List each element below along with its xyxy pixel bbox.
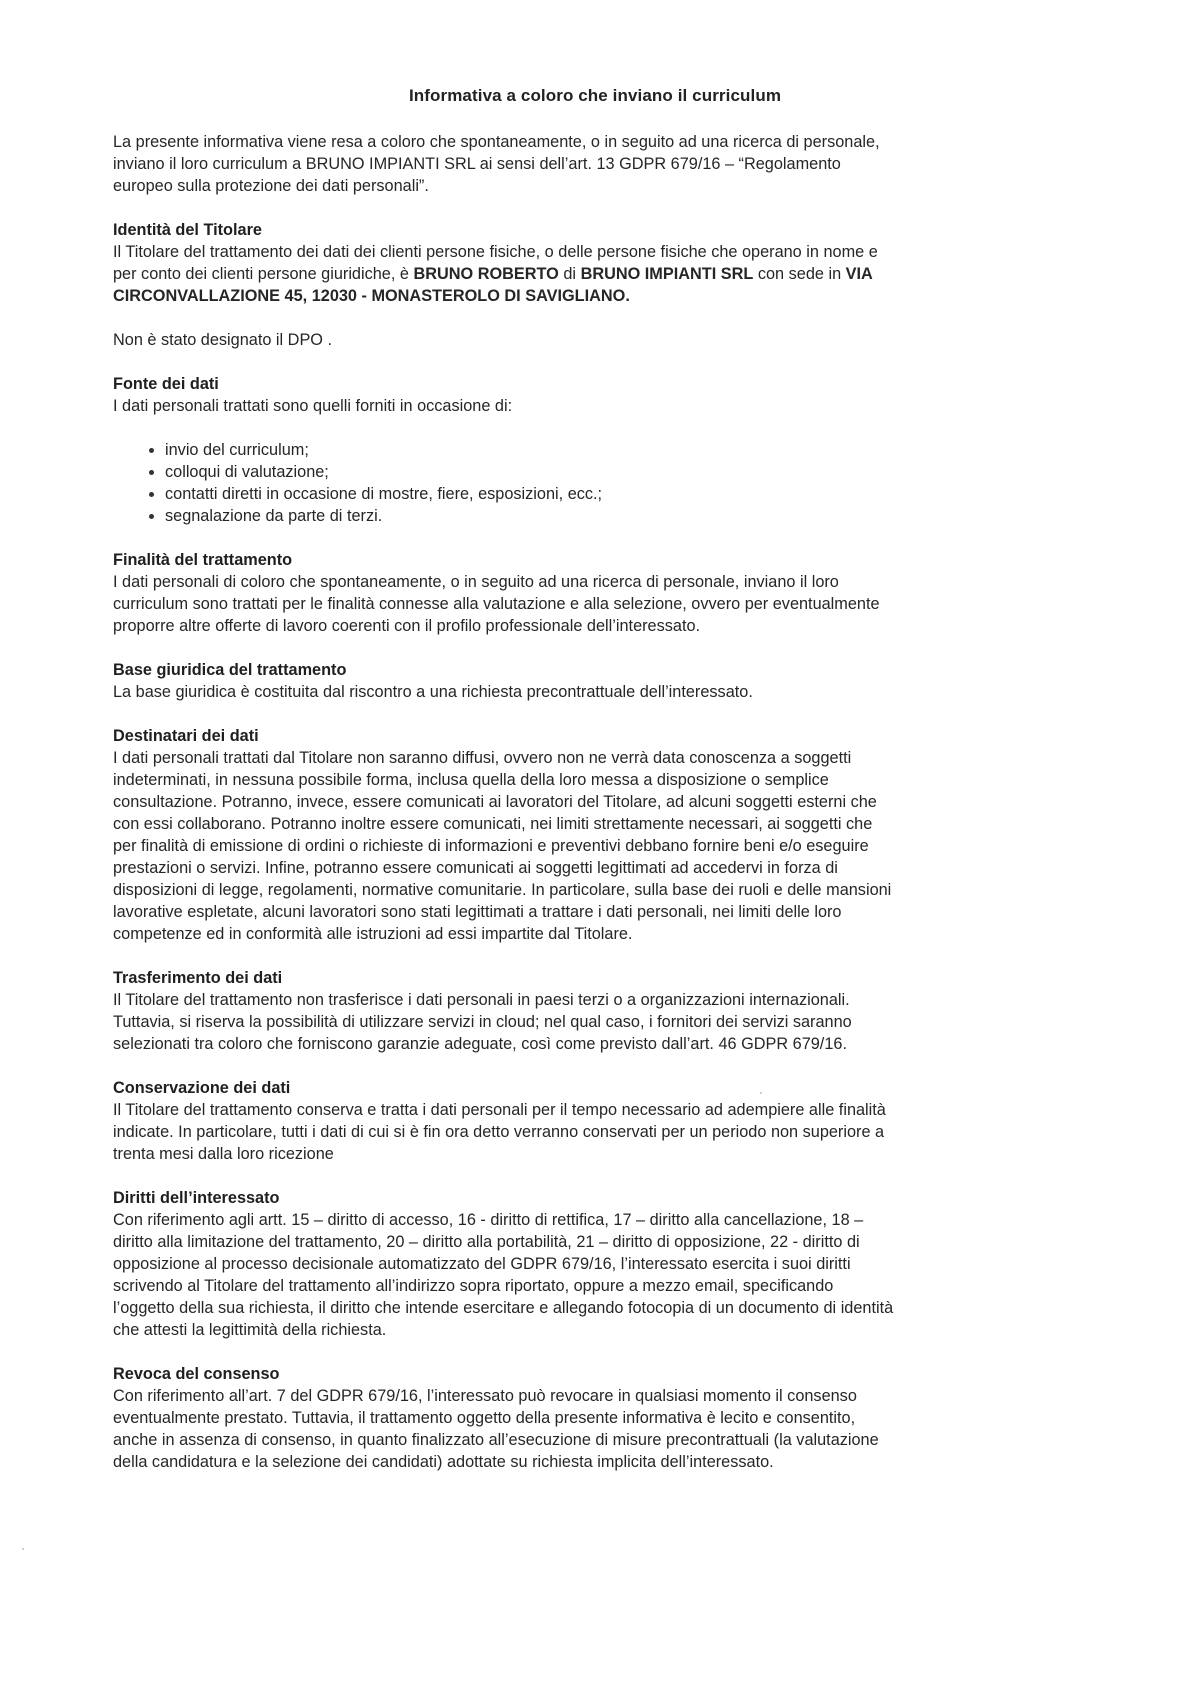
- owner-name: BRUNO ROBERTO: [413, 265, 559, 283]
- trasferimento-line: selezionati tra coloro che forniscono garanzie adeguate, così come previsto dall’art. 46 GDPR 679/16.: [113, 1035, 847, 1053]
- conservazione-line: trenta mesi dalla loro ricezione: [113, 1145, 334, 1163]
- document-body: [113, 131, 1033, 1473]
- scan-speck: [760, 1092, 762, 1094]
- document-title: Informativa a coloro che inviano il curriculum: [408, 86, 782, 105]
- conservazione-paragraph: [113, 1099, 1033, 1165]
- list-item: contatti diretti in occasione di mostre, fiere, esposizioni, ecc.;: [165, 483, 1033, 505]
- section-heading-conservazione: Conservazione dei dati: [113, 1079, 291, 1097]
- list-item: invio del curriculum;: [165, 439, 1033, 461]
- intro-line: europeo sulla protezione dei dati personali”.: [113, 177, 429, 195]
- revoca-line: anche in assenza di consenso, in quanto finalizzato all’esecuzione di misure precontrattuali (la valutazione: [113, 1431, 879, 1449]
- conservazione-line: Il Titolare del trattamento conserva e tratta i dati personali per il tempo necessario ad adempiere alle finalità: [113, 1101, 886, 1119]
- section-heading-destinatari: Destinatari dei dati: [113, 727, 259, 745]
- finalita-paragraph: [113, 571, 1033, 637]
- section-heading-diritti: Diritti dell’interessato: [113, 1189, 280, 1207]
- diritti-paragraph: [113, 1209, 1033, 1341]
- section-heading-fonte: Fonte dei dati: [113, 375, 219, 393]
- diritti-line: l’oggetto della sua richiesta, il diritto che intende esercitare e allegando fotocopia di un documento di identità: [113, 1299, 894, 1317]
- destinatari-line: per finalità di emissione di ordini o richieste di informazioni e preventivi debbano fornire beni e/o eseguire: [113, 837, 869, 855]
- identita-text: per conto dei clienti persone giuridiche, è: [113, 265, 414, 283]
- finalita-line: I dati personali di coloro che spontaneamente, o in seguito ad una ricerca di personale, inviano il loro: [113, 573, 839, 591]
- section-heading-identita: Identità del Titolare: [113, 221, 262, 239]
- destinatari-line: prestazioni o servizi. Infine, potranno essere comunicati ai soggetti legittimati ad accedervi in forza di: [113, 859, 838, 877]
- list-item: colloqui di valutazione;: [165, 461, 1033, 483]
- destinatari-line: competenze ed in conformità alle istruzioni ad essi impartite dal Titolare.: [113, 925, 633, 943]
- base-paragraph: [113, 681, 1033, 703]
- fonte-text: I dati personali trattati sono quelli forniti in occasione di:: [113, 397, 513, 415]
- revoca-line: della candidatura e la selezione dei candidati) adottate su richiesta implicita dell’interessato.: [113, 1453, 774, 1471]
- fonte-list: [113, 439, 1033, 527]
- list-item: segnalazione da parte di terzi.: [165, 505, 1033, 527]
- trasferimento-line: Tuttavia, si riserva la possibilità di utilizzare servizi in cloud; nel qual caso, i fornitori dei servizi saranno: [113, 1013, 852, 1031]
- destinatari-line: I dati personali trattati dal Titolare non saranno diffusi, ovvero non ne verrà data conoscenza a soggetti: [113, 749, 852, 767]
- base-line: La base giuridica è costituita dal riscontro a una richiesta precontrattuale dell’interessato.: [113, 683, 753, 701]
- section-heading-base: Base giuridica del trattamento: [113, 661, 347, 679]
- revoca-paragraph: [113, 1385, 1033, 1473]
- destinatari-line: consultazione. Potranno, invece, essere comunicati ai lavoratori del Titolare, ad alcuni soggetti esterni che: [113, 793, 877, 811]
- dpo-statement: Non è stato designato il DPO .: [113, 331, 333, 349]
- diritti-line: che attesti la legittimità della richiesta.: [113, 1321, 387, 1339]
- revoca-line: Con riferimento all’art. 7 del GDPR 679/16, l’interessato può revocare in qualsiasi momento il consenso: [113, 1387, 857, 1405]
- destinatari-line: lavorative espletate, alcuni lavoratori sono stati legittimati a trattare i dati personali, nei limiti delle loro: [113, 903, 842, 921]
- diritti-line: scrivendo al Titolare del trattamento all’indirizzo sopra riportato, oppure a mezzo email, specificando: [113, 1277, 834, 1295]
- revoca-line: eventualmente prestato. Tuttavia, il trattamento oggetto della presente informativa è lecito e consentito,: [113, 1409, 856, 1427]
- address-start: VIA: [845, 265, 873, 283]
- finalita-line: proporre altre offerte di lavoro coerenti con il profilo professionale dell’interessato.: [113, 617, 701, 635]
- destinatari-paragraph: [113, 747, 1033, 945]
- conservazione-line: indicate. In particolare, tutti i dati di cui si è fin ora detto verranno conservati per un periodo non superiore a: [113, 1123, 885, 1141]
- destinatari-line: con essi collaborano. Potranno inoltre essere comunicati, nei limiti strettamente necessari, ai soggetti che: [113, 815, 873, 833]
- section-heading-trasferimento: Trasferimento dei dati: [113, 969, 283, 987]
- section-heading-finalita: Finalità del trattamento: [113, 551, 293, 569]
- diritti-line: Con riferimento agli artt. 15 – diritto di accesso, 16 - diritto di rettifica, 17 – diritto alla cancellazione, 18 –: [113, 1211, 864, 1229]
- destinatari-line: indeterminati, in nessuna possibile forma, inclusa quella della loro messa a disposizione o semplice: [113, 771, 829, 789]
- scan-speck: [22, 1548, 24, 1550]
- identita-paragraph: [113, 241, 1033, 307]
- identita-line: [113, 263, 1033, 285]
- identita-text: con sede in: [753, 265, 846, 283]
- destinatari-line: disposizioni di legge, regolamenti, normative comunitarie. In particolare, sulla base dei ruoli e delle mansioni: [113, 881, 892, 899]
- trasferimento-line: Il Titolare del trattamento non trasferisce i dati personali in paesi terzi o a organizzazioni internazionali.: [113, 991, 850, 1009]
- identita-line: Il Titolare del trattamento dei dati dei clienti persone fisiche, o delle persone fisiche che operano in nome e: [113, 243, 878, 261]
- identita-text: di: [558, 265, 581, 283]
- section-heading-revoca: Revoca del consenso: [113, 1365, 280, 1383]
- company-address: CIRCONVALLAZIONE 45, 12030 - MONASTEROLO DI SAVIGLIANO.: [113, 287, 630, 305]
- trasferimento-paragraph: [113, 989, 1033, 1055]
- finalita-line: curriculum sono trattati per le finalità connesse alla valutazione e alla selezione, ovvero per eventualmente: [113, 595, 880, 613]
- intro-line: inviano il loro curriculum a BRUNO IMPIANTI SRL ai sensi dell’art. 13 GDPR 679/16 – “Regolamento: [113, 155, 841, 173]
- diritti-line: opposizione al processo decisionale automatizzato del GDPR 679/16, l’interessato esercita i suoi diritti: [113, 1255, 851, 1273]
- intro-line: La presente informativa viene resa a coloro che spontaneamente, o in seguito ad una ricerca di personale,: [113, 133, 880, 151]
- diritti-line: diritto alla limitazione del trattamento, 20 – diritto alla portabilità, 21 – diritto di opposizione, 22 - diritto di: [113, 1233, 860, 1251]
- company-name: BRUNO IMPIANTI SRL: [580, 265, 754, 283]
- intro-paragraph: [113, 131, 1033, 197]
